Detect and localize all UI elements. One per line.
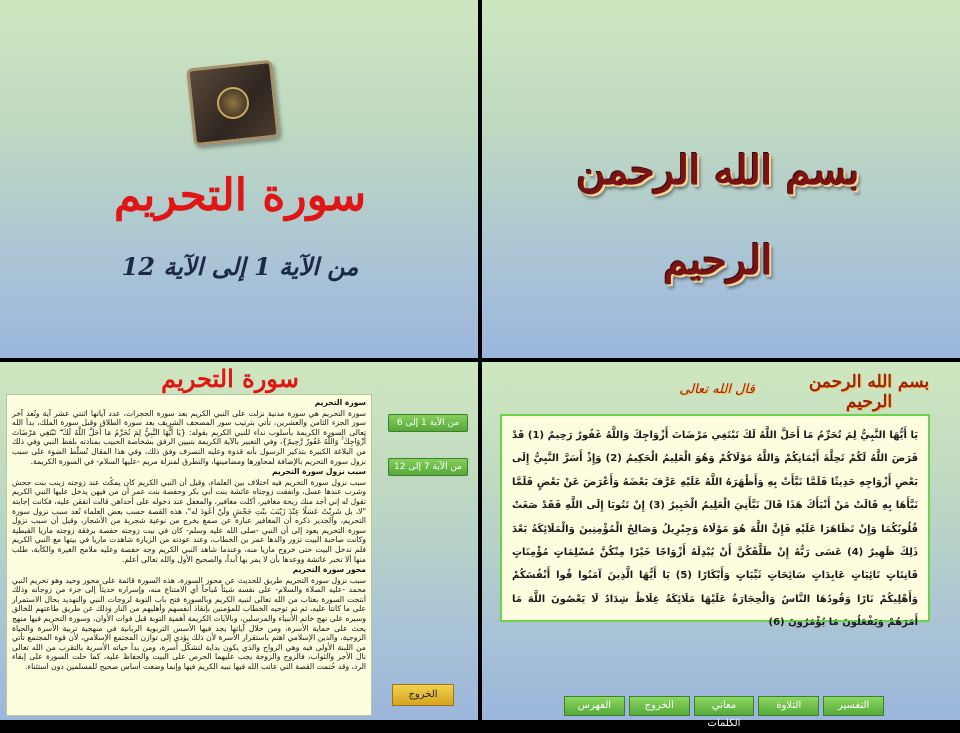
intro-text-box [6,394,372,716]
intro-title: سورة التحريم [161,364,299,393]
surah-title: سورة التحريم [113,170,367,221]
verses-text-box: يَا أَيُّهَا النَّبِيُّ لِمَ تُحَرِّمُ مَا أَحَلَّ اللَّهُ لَكَ تَبْتَغِي مَرْضَاتَ أَزْوَاجِكَ وَاللَّهُ غَفُورٌ رَحِيمٌ (1) قَدْ فَرَضَ اللَّهُ لَكُمْ تَحِلَّةَ أَيْمَانِكُمْ وَاللَّهُ مَوْلَاكُمْ وَهُوَ الْعَلِيمُ الْحَكِيمُ (2) وَإِذْ أَسَرَّ النَّبِيُّ إِلَى بَعْضِ أَزْوَاجِهِ حَدِيثًا فَلَمَّا نَبَّأَتْ بِهِ وَأَظْهَرَهُ اللَّهُ عَلَيْهِ عَرَّفَ بَعْضَهُ وَأَعْرَضَ عَنْ بَعْضٍ فَلَمَّا نَبَّأَهَا بِهِ قَالَتْ مَنْ أَنْبَأَكَ هَذَا قَالَ نَبَّأَنِيَ الْعَلِيمُ الْخَبِيرُ (3) إِنْ تَتُوبَا إِلَى اللَّهِ فَقَدْ صَغَتْ قُلُوبُكُمَا وَإِنْ تَظَاهَرَا عَلَيْهِ فَإِنَّ اللَّهَ هُوَ مَوْلَاهُ وَجِبْرِيلُ وَصَالِحُ الْمُؤْمِنِينَ وَالْمَلَائِكَةُ بَعْدَ ذَلِكَ ظَهِيرٌ (4) عَسَى رَبُّهُ إِنْ طَلَّقَكُنَّ أَنْ يُبْدِلَهُ أَزْوَاجًا خَيْرًا مِنْكُنَّ مُسْلِمَاتٍ مُؤْمِنَاتٍ قَانِتَاتٍ تَائِبَاتٍ عَابِدَاتٍ سَائِحَاتٍ ثَيِّبَاتٍ وَأَبْكَارًا (5) يَا أَيُّهَا الَّذِينَ آمَنُوا قُوا أَنْفُسَكُمْ وَأَهْلِيكُمْ نَارًا وَقُودُهَا النَّاسُ وَالْحِجَارَةُ عَلَيْهَا مَلَائِكَةٌ غِلَاظٌ شِدَادٌ لَا يَعْصُونَ اللَّهَ مَا أَمَرَهُمْ وَيَفْعَلُونَ مَا يُؤْمَرُونَ (6) [500,414,930,622]
intro-paragraph: سورة التحريم [314,398,366,407]
verses-7-12-button[interactable]: من الآية 7 إلى 12 [388,458,468,476]
slide-basmala [482,0,960,358]
tilawa-button[interactable]: التلاوة [758,696,819,716]
qala-allah-label: قال الله تعالى [679,382,755,397]
tafsir-button[interactable]: التفسير [823,696,884,716]
exit-button[interactable]: الخروج [392,684,454,706]
intro-paragraph: سبب نزول سورة التحريم فيه اختلاف بين العلماء، وقيل أن النبي الكريم كان يمكُث عند زوجته زينب بنت جحش وشرب عندها عسل، واتفقت زوجتاه عائشة بنت أبي بكر وحفصة بنت عمر أن من فيهن يدخل عليها النبي الكريم تقول له إني أجد منك ريحة مغافير، أكلت مغافير، والمغفل عند دخوله على أحداهن قالت اتفقن عليه، فكانت إجابته "لا، بل شَرِبْتُ عَسَلًا عِنْدَ زَيْنَبَ بنْتِ جَحْشٍ ولَنْ أعُودَ له"، هذه القصة حسب بعض العلماء تُعد سبب نزول سورة التحريم، والجدير ذكره أن المغافير عبارة عن صمغ يخرج من نوعية شجرية من الأشجار، وقيل أن سبب نزول سورة التحريم يعود إلى أن النبي -صلى الله عليه وسلم- كان في بيت زوجته حفصة برفقة زوجته ماريا القبطية وكانت صاحبة البيت تزور والدها عمر بن الخطاب، وعند عودته من الزيارة شاهدت ماريا في بيتها مع النبي الكريم فلم تدخل البيت حتى خروج ماريا منه، وعندما شاهد النبي الكريم وجه حفصة وعليه ملامح الغيرة والكآبة، طلب منها ألا تخبر عائشة ووعدها بأن لا يمر بها أبداً، والصحيح الأول والله تعالى أعلم. [12,477,366,564]
bottom-menu [564,696,884,729]
menu-exit-button[interactable]: الخروج [629,696,690,716]
slide-verses [482,362,960,729]
intro-paragraph: سبب نزول سورة التحريم طريق للحديث عن محور السورة، هذه السورة قائمة على محور وحيد وهو تحريم النبي محمد -عليه الصلاة والسلام- على نفسه شيئاً مُباحاً أي الامتناع منه، وإسراره حديثاً إلى جزء من زوجاته وذلك أنتجت السورة بعتاب من الله تعالى لنبيه الكريم وبالسورة فتح باب التوبة لزوجات النبي والتهديد بحال الاستمرار على ما كانتا عليه، ثم تم توجيه الخطاب للمؤمنين بإنقاذ أنفسهم وأهليهم من النار وذلك عن طريق طاعتهم للخالق وسيره على نهج خاتم الأنبياء والمرسلين، وبالآيات الكريمة أهمية التوبة قبل فوات الأوان، وسورة التحريم فيها منهج يحث على حماية الأسرة، ومن خلال آياتها يجد فيها الأسس التربوية الربانية في منهجية تربية الأسرة والحياة الزوجية، والدين الإسلامي اهتم باستقرار الأسرة لأن ذلك يؤدي إلى توازن المجتمع الإسلامي، لأن قوة المجتمع تأتي من اللبنة الأولى فيه وهي الزواج والذي يكون بداية لتشكّل أسرة، ومن بدأ حياته الأسرية بالتقرب من الله تعالى نال الأجر والثواب، فالزوج والزوجة يجب عليهما الحرص على البيت والحفاظ عليه، كما حلت السورة على إبقاء الرد، وقد خُتمت القصة التي عاتب الله فيها نبيه الكريم فيها وإنما وضعت أساس صحيح للمسلمين دون استثناء. [12,575,366,672]
book-ornament [215,85,250,120]
verse-range-subtitle: من الآية 1 إلى الآية 12 [121,252,359,281]
slide-intro [0,362,478,720]
basmala-calligraphy: بسم الله الرحمن الرحيم [576,147,860,284]
word-meanings-button[interactable]: معاني الكلمات [694,696,755,716]
verses-1-6-button[interactable]: من الآية 1 إلى 6 [388,414,468,432]
quran-book-icon [186,60,280,147]
intro-paragraph: سبب نزول سورة التحريم [271,467,366,477]
slide-title [0,0,478,358]
index-button[interactable]: الفهرس [564,696,625,716]
intro-paragraph: محور سورة التحريم [292,565,366,575]
verses-basmala: بسم الله الرحمن الرحيم [808,372,930,412]
intro-paragraph: سورة التحريم هي سورة مدنية نزلت على النبي الكريم بعد سورة الحجرات، عدد آياتها اثنتي عشر آية وتُعد آخر سور الجزء الثامن والعشرين، تأتي بترتيب سور المصحف الشريف بعد سورة الطلاق وقبل سورة الملك، بدأ الله تعالى السورة الكريمة بأسلوب نداء للنبي الكريم بقوله: {يَا أَيُّهَا النَّبِيُّ لِمَ تُحَرِّمُ مَا أَحَلَّ اللَّهُ لَكَ ۖ تَبْتَغِي مَرْضَاتَ أَزْوَاجِكَ ۚ وَاللَّهُ غَفُورٌ رَّحِيمٌ}، وفي التعبير بالآية الكريمة بتبيين الرفق بشخاصة الحبيب بمنادته بلفظ النبي وفي ذلك من البلاغة الكبيرة بتذكير الرسول بأنه قدوة وعليه التصرف وفق ذلك، وفي هذا المقال تُسلّط الضوء على سبب نزول سورة التحريم بالإضافة لمحاورها ومضامينها، والتطرق لمنزلة مريم -عليها السلام- في السورة الكريمة. [12,408,366,466]
